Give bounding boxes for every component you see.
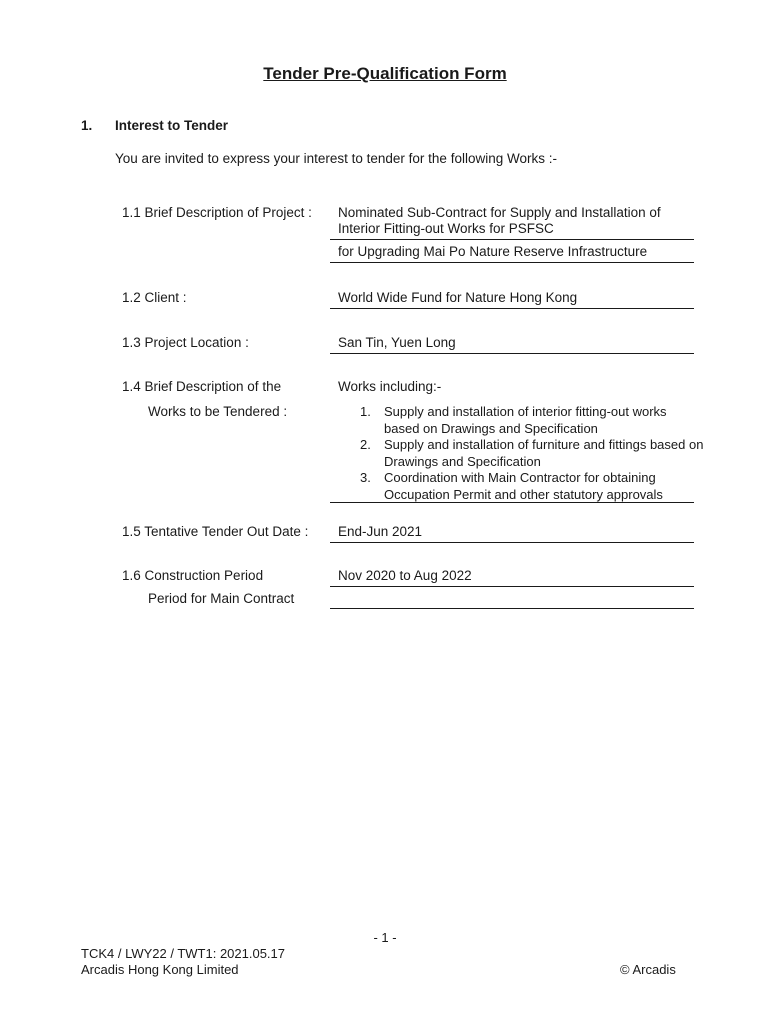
field-underline [330,239,694,240]
works-intro: Works including:- [338,379,442,394]
field-underline [330,262,694,263]
project-description-line-3: for Upgrading Mai Po Nature Reserve Infrastructure [338,244,648,259]
tender-date-value: End-Jun 2021 [338,524,423,539]
construction-label-line-2: Period for Main Contract [148,591,295,606]
footer-copyright: © Arcadis [620,962,676,977]
works-item-number: 1. [360,404,371,419]
works-item-text: Supply and installation of furniture and fittings based on Drawings and Specification [384,437,704,469]
works-item-number: 2. [360,437,371,452]
field-underline [330,586,694,587]
section-heading: Interest to Tender [115,118,229,133]
client-label: 1.2 Client : [122,290,187,305]
project-description-line-2: Interior Fitting-out Works for PSFSC [338,221,554,236]
tender-date-label: 1.5 Tentative Tender Out Date : [122,524,309,539]
works-item-text: Coordination with Main Contractor for obtaining Occupation Permit and other statutory approvals [384,470,663,502]
location-label: 1.3 Project Location : [122,335,249,350]
page-number: - 1 - [373,930,397,945]
footer-reference: TCK4 / LWY22 / TWT1: 2021.05.17 [81,946,286,961]
works-item-number: 3. [360,470,371,485]
works-label-line-1: 1.4 Brief Description of the [122,379,282,394]
project-description-label: 1.1 Brief Description of Project : [122,205,312,220]
field-underline [330,502,694,503]
field-underline [330,542,694,543]
field-underline [330,608,694,609]
footer-company: Arcadis Hong Kong Limited [81,962,239,977]
construction-label-line-1: 1.6 Construction Period [122,568,264,583]
page-title: Tender Pre-Qualification Form [263,64,507,83]
works-item-text: Supply and installation of interior fitting-out works based on Drawings and Specification [384,404,667,436]
works-label-line-2: Works to be Tendered : [148,404,288,419]
field-underline [330,308,694,309]
project-description-line-1: Nominated Sub-Contract for Supply and Installation of [338,205,661,220]
client-value: World Wide Fund for Nature Hong Kong [338,290,578,305]
field-underline [330,353,694,354]
construction-value: Nov 2020 to Aug 2022 [338,568,472,583]
section-intro: You are invited to express your interest to tender for the following Works :- [115,151,557,166]
location-value: San Tin, Yuen Long [338,335,456,350]
section-number: 1. [81,118,93,133]
